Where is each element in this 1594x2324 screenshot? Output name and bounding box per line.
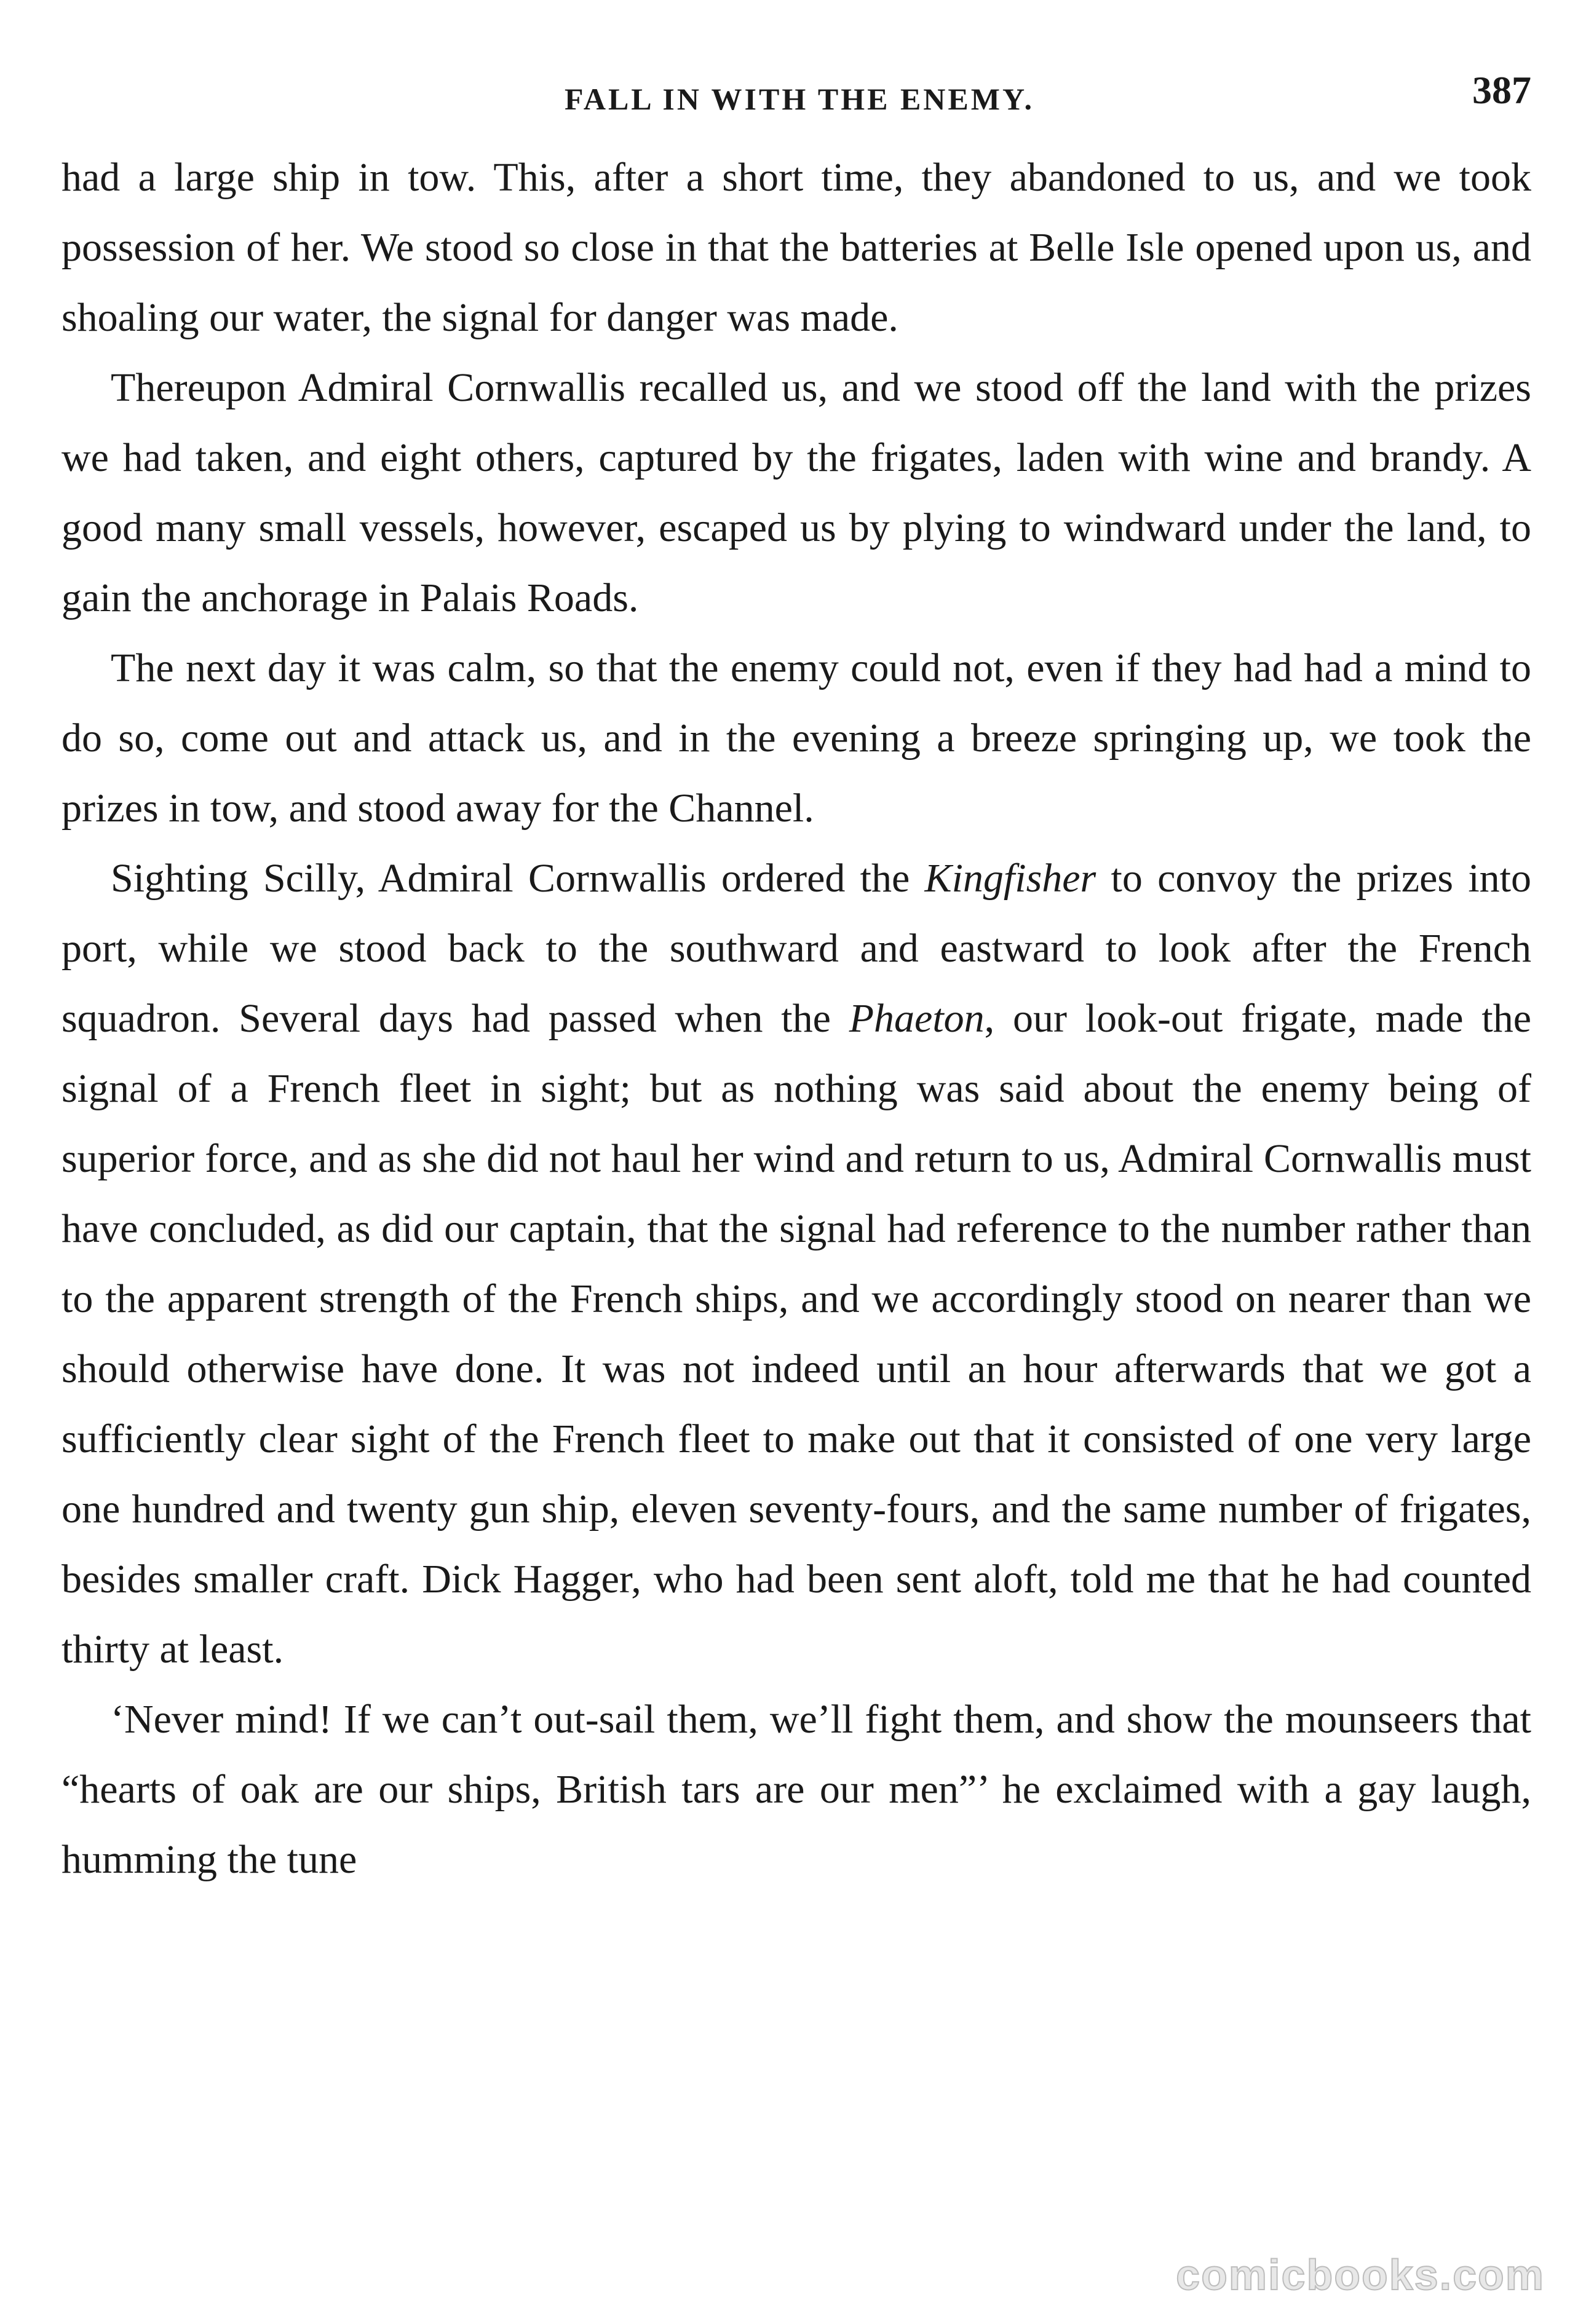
page-header xyxy=(61,57,1537,124)
ship-name-kingfisher: Kingfisher xyxy=(924,856,1096,901)
running-title: FALL IN WITH THE ENEMY. xyxy=(565,82,1034,116)
paragraph-1: had a large ship in tow. This, after a short time, they abandoned to us, and we took possession of her. We stood so close in that the batteries at Belle Isle opened upon us, and shoaling our water, the signal for danger was made. xyxy=(61,155,1531,340)
paragraph-4-text-a: Sighting Scilly, Admiral Cornwallis ordered the xyxy=(111,856,925,901)
paragraph-5: ‘Never mind! If we can’t out-sail them, we’ll fight them, and show the mounseers that “hearts of oak are our ships, British tars are our men”’ he exclaimed with a gay laugh, humming the tune xyxy=(61,1697,1531,1882)
page-number: 387 xyxy=(1472,68,1531,112)
paragraph-4-text-b: to convoy the prizes into port, while we stood back to the southward and eastward to look after the French squadron. Several days had passed when the xyxy=(61,856,1531,1041)
paragraph-4-text-c: , our look-out frigate, made the signal of a French fleet in sight; but as nothing was said about the enemy being of superior force, and as she did not haul her wind and return to us, Admiral Cornwallis must have concluded, as did our captain, that the signal had reference to the number rather than to the apparent strength of the French ships, and we accordingly stood on nearer than we should otherwise have done. It was not indeed until an hour afterwards that we got a sufficiently clear sight of the French fleet to make out that it consisted of one very large one hundred and twenty gun ship, eleven seventy-fours, and the same number of frigates, besides smaller craft. Dick Hagger, who had been sent aloft, told me that he had counted thirty at least. xyxy=(61,996,1532,1672)
watermark-logo: comicbooks.com xyxy=(1176,2251,1545,2299)
ship-name-phaeton: Phaeton xyxy=(849,996,985,1041)
paragraph-4 xyxy=(61,844,1531,1685)
paragraph-3: The next day it was calm, so that the enemy could not, even if they had had a mind to do so, come out and attack us, and in the evening a breeze springing up, we took the prizes in tow, and stood away for the Channel. xyxy=(61,646,1531,831)
body-text xyxy=(61,143,1531,1895)
paragraph-2: Thereupon Admiral Cornwallis recalled us, and we stood off the land with the prizes we had taken, and eight others, captured by the frigates, laden with wine and brandy. A good many small vessels, however, escaped us by plying to windward under the land, to gain the anchorage in Palais Roads. xyxy=(61,365,1531,620)
